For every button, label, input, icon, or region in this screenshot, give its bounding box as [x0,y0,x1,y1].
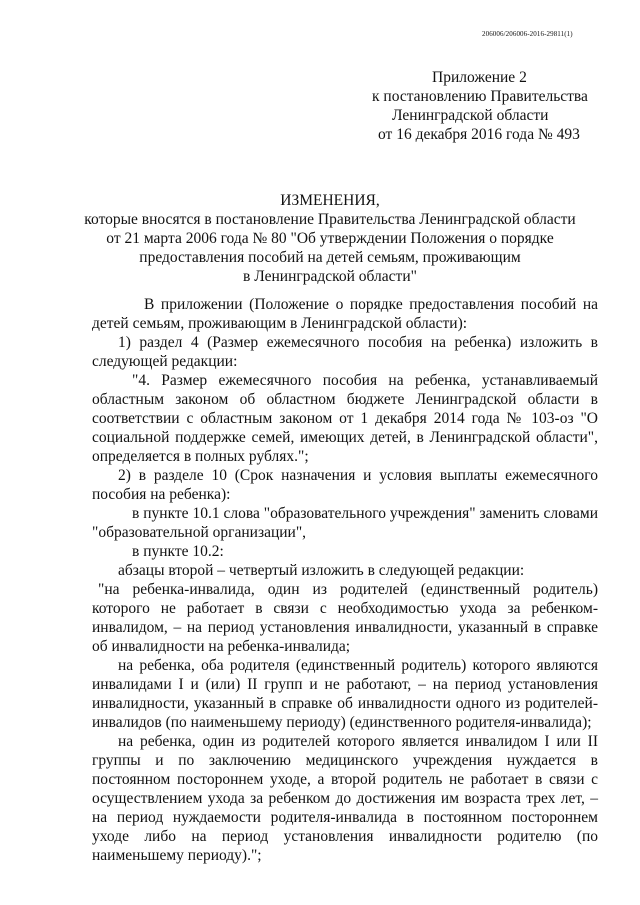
header-line-1: которые вносятся в постановление Правительства Ленинградской области [84,211,576,228]
paragraph: В приложении (Положение о порядке предоставления пособий на детей семьям, проживающим в Ленинградской области): [92,296,598,332]
paragraph: 1) раздел 4 (Размер ежемесячного пособия на ребенка) изложить в следующей редакции: [92,334,598,370]
document-id: 206006/206006-2016-29811(1) [482,30,573,38]
document-header [60,191,600,286]
paragraph: на ребенка, один из родителей которого является инвалидом I или II группы и по заключению медицинского учреждения нуждается в постоянном постороннем уходе, а второй родитель не работает в связи с осуществлением ухода за ребенком до достижения им возраста трех лет, – на период нуждаемости родителя-инвалида в постоянном постороннем уходе либо на период установления инвалидности родителю (по наименьшему периоду)."; [92,733,598,864]
header-line-4: в Ленинградской области" [243,268,417,285]
paragraph: 2) в разделе 10 (Срок назначения и условия выплаты ежемесячного пособия на ребенка): [92,467,598,503]
document-title: ИЗМЕНЕНИЯ, [280,192,380,209]
appendix-label: Приложение 2 [432,69,527,86]
paragraph: в пункте 10.1 слова "образовательного учреждения" заменить словами "образовательной организации", [92,505,598,541]
paragraph: абзацы второй – четвертый изложить в следующей редакции: [118,562,525,579]
paragraph: в пункте 10.2: [132,543,224,560]
appendix-block [360,68,588,144]
appendix-region: Ленинградской области [392,107,549,124]
appendix-decree: к постановлению Правительства [372,88,588,105]
paragraph: "на ребенка-инвалида, один из родителей (единственный родитель) которого не работает в связи с необходимостью ухода за ребенком-инвалидом, – на период установления инвалидности, указанный в справке об инвалидности на ребенка-инвалида; [92,581,598,655]
appendix-date: от 16 декабря 2016 года № 493 [378,126,580,143]
header-line-2: от 21 марта 2006 года № 80 "Об утверждении Положения о порядке [106,230,554,247]
document-body [92,295,598,865]
header-line-3: предоставления пособий на детей семьям, проживающим [139,249,521,266]
paragraph: "4. Размер ежемесячного пособия на ребенка, устанавливаемый областным законом об областном бюджете Ленинградской области в соответствии с областным законом от 1 декабря 2014 года № 103-оз "О социальной поддержке семей, имеющих детей, в Ленинградской области", определяется в полных рублях."; [92,372,598,465]
paragraph: на ребенка, оба родителя (единственный родитель) которого являются инвалидами I и (или) II групп и не работают, – на период установления инвалидности, указанный в справке об инвалидности одного из родителей-инвалидов (по наименьшему периоду) (единственного родителя-инвалида); [92,657,598,731]
